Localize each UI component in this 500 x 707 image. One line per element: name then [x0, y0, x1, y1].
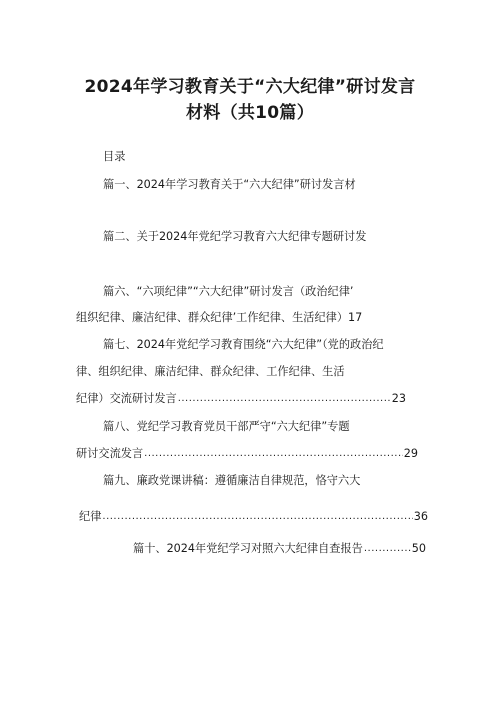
toc-heading: 目录 [103, 150, 126, 163]
toc-entry-9-line-2[interactable] [79, 510, 428, 524]
toc-entry-9-page: 36 [413, 510, 428, 523]
toc-entry-7-line-2[interactable]: 律、组织纪律、廉洁纪律、群众纪律、工作纪律、生活 [76, 365, 345, 378]
toc-entry-10-text: 篇十、2024年党纪学习对照六大纪律自查报告 [133, 542, 363, 555]
toc-entry-2[interactable]: 篇二、关于2024年党纪学习教育六大纪律专题研讨发 [103, 230, 367, 243]
toc-entry-7-page: 23 [391, 392, 406, 405]
toc-entry-8-text: 研讨交流发言 [76, 447, 144, 460]
toc-entry-10[interactable] [133, 542, 426, 556]
dot-leader [144, 447, 403, 461]
toc-entry-10-page: 50 [411, 542, 426, 555]
document-title-line-2: 材料（共10篇） [185, 103, 315, 123]
toc-entry-8-line-2[interactable] [76, 447, 418, 461]
toc-entry-7-line-3[interactable] [76, 392, 406, 406]
dot-leader [102, 510, 412, 524]
toc-entry-1[interactable]: 篇一、2024年学习教育关于“六大纪律”研讨发言材 [103, 178, 356, 191]
toc-entry-6-line-2[interactable]: 组织纪律、廉洁纪律、群众纪律’工作纪律、生活纪律）17 [76, 311, 363, 324]
toc-entry-9-text: 纪律 [79, 510, 102, 523]
dot-leader [364, 542, 411, 556]
toc-entry-6-line-1[interactable]: 篇六、“六项纪律”“六大纪律”研讨发言（政治纪律’ [103, 285, 354, 298]
toc-entry-8-page: 29 [403, 447, 418, 460]
toc-entry-9-line-1[interactable]: 篇九、廉政党课讲稿：遵循廉洁自律规范，恪守六大 [103, 474, 361, 487]
document-title-line-1: 2024年学习教育关于“六大纪律”研讨发言 [84, 77, 416, 97]
dot-leader [178, 392, 391, 406]
toc-entry-7-text: 纪律）交流研讨发言 [76, 392, 177, 405]
toc-entry-8-line-1[interactable]: 篇八、党纪学习教育党员干部严守“六大纪律”专题 [103, 420, 350, 433]
toc-entry-7-line-1[interactable]: 篇七、2024年党纪学习教育围绕“六大纪律”（党的政治纪 [103, 338, 384, 351]
